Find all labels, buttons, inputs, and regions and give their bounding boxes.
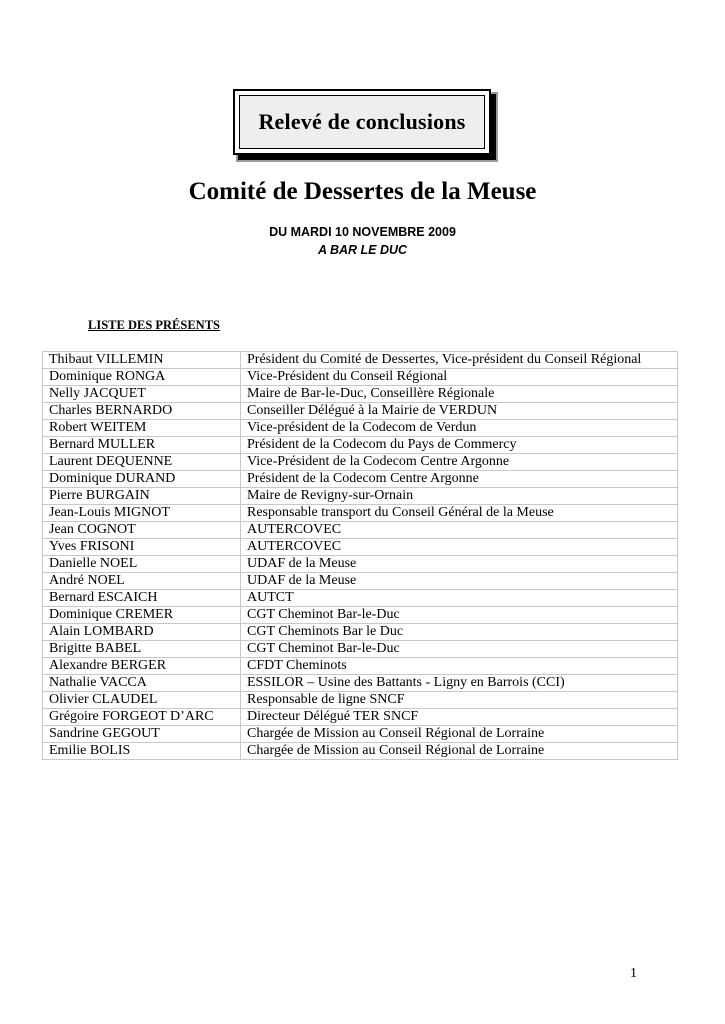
table-row <box>43 437 678 454</box>
attendee-role: Maire de Revigny-sur-Ornain <box>241 488 678 505</box>
attendee-name: Nathalie VACCA <box>43 675 241 692</box>
attendee-role: Vice-Président de la Codecom Centre Argonne <box>241 454 678 471</box>
table-row <box>43 488 678 505</box>
attendee-role: Chargée de Mission au Conseil Régional de Lorraine <box>241 743 678 760</box>
table-row <box>43 369 678 386</box>
table-row <box>43 743 678 760</box>
attendee-role: AUTERCOVEC <box>241 522 678 539</box>
attendee-role: Vice-Président du Conseil Régional <box>241 369 678 386</box>
table-row <box>43 352 678 369</box>
attendee-name: Brigitte BABEL <box>43 641 241 658</box>
attendee-name: Thibaut VILLEMIN <box>43 352 241 369</box>
attendee-name: Alexandre BERGER <box>43 658 241 675</box>
table-row <box>43 556 678 573</box>
attendee-role: AUTERCOVEC <box>241 539 678 556</box>
table-row <box>43 573 678 590</box>
attendee-name: Laurent DEQUENNE <box>43 454 241 471</box>
table-row <box>43 505 678 522</box>
attendee-name: Dominique DURAND <box>43 471 241 488</box>
attendee-name: Pierre BURGAIN <box>43 488 241 505</box>
table-row <box>43 420 678 437</box>
attendee-role: CGT Cheminots Bar le Duc <box>241 624 678 641</box>
table-row <box>43 641 678 658</box>
table-row <box>43 539 678 556</box>
table-row <box>43 454 678 471</box>
meeting-place: A BAR LE DUC <box>317 243 408 257</box>
title-box <box>233 89 491 155</box>
attendee-name: Sandrine GEGOUT <box>43 726 241 743</box>
attendees-heading: LISTE DES PRÉSENTS <box>88 318 221 332</box>
attendee-name: Alain LOMBARD <box>43 624 241 641</box>
attendee-role: AUTCT <box>241 590 678 607</box>
attendee-name: Danielle NOEL <box>43 556 241 573</box>
attendee-name: Olivier CLAUDEL <box>43 692 241 709</box>
attendee-name: Yves FRISONI <box>43 539 241 556</box>
table-row <box>43 522 678 539</box>
table-row <box>43 658 678 675</box>
attendee-name: Nelly JACQUET <box>43 386 241 403</box>
attendee-role: CGT Cheminot Bar-le-Duc <box>241 607 678 624</box>
table-row <box>43 590 678 607</box>
attendee-name: Jean-Louis MIGNOT <box>43 505 241 522</box>
attendee-name: Bernard MULLER <box>43 437 241 454</box>
attendee-name: Robert WEITEM <box>43 420 241 437</box>
page-number: 1 <box>630 966 637 981</box>
attendee-role: ESSILOR – Usine des Battants - Ligny en Barrois (CCI) <box>241 675 678 692</box>
title-box-inner <box>239 95 485 149</box>
attendee-role: Chargée de Mission au Conseil Régional de Lorraine <box>241 726 678 743</box>
attendee-role: UDAF de la Meuse <box>241 573 678 590</box>
document-title: Relevé de conclusions <box>258 109 466 134</box>
table-row <box>43 675 678 692</box>
attendee-name: Charles BERNARDO <box>43 403 241 420</box>
attendee-role: Maire de Bar-le-Duc, Conseillère Régionale <box>241 386 678 403</box>
attendee-role: CGT Cheminot Bar-le-Duc <box>241 641 678 658</box>
committee-heading: Comité de Dessertes de la Meuse <box>188 178 537 205</box>
attendee-role: Président du Comité de Dessertes, Vice-président du Conseil Régional <box>241 352 678 369</box>
table-row <box>43 692 678 709</box>
attendee-role: Responsable transport du Conseil Général de la Meuse <box>241 505 678 522</box>
table-row <box>43 624 678 641</box>
table-row <box>43 403 678 420</box>
attendee-role: Responsable de ligne SNCF <box>241 692 678 709</box>
meeting-date: DU MARDI 10 NOVEMBRE 2009 <box>269 225 456 239</box>
table-row <box>43 709 678 726</box>
attendee-name: Grégoire FORGEOT D’ARC <box>43 709 241 726</box>
attendee-role: Directeur Délégué TER SNCF <box>241 709 678 726</box>
attendee-name: André NOEL <box>43 573 241 590</box>
attendee-role: Président de la Codecom Centre Argonne <box>241 471 678 488</box>
table-row <box>43 726 678 743</box>
attendee-role: UDAF de la Meuse <box>241 556 678 573</box>
attendee-role: Conseiller Délégué à la Mairie de VERDUN <box>241 403 678 420</box>
attendee-name: Emilie BOLIS <box>43 743 241 760</box>
table-row <box>43 607 678 624</box>
attendee-name: Dominique CREMER <box>43 607 241 624</box>
attendees-table <box>42 351 678 760</box>
attendee-name: Bernard ESCAICH <box>43 590 241 607</box>
table-row <box>43 471 678 488</box>
attendee-name: Dominique RONGA <box>43 369 241 386</box>
attendee-role: Président de la Codecom du Pays de Commercy <box>241 437 678 454</box>
attendee-name: Jean COGNOT <box>43 522 241 539</box>
attendee-role: CFDT Cheminots <box>241 658 678 675</box>
table-row <box>43 386 678 403</box>
attendee-role: Vice-président de la Codecom de Verdun <box>241 420 678 437</box>
